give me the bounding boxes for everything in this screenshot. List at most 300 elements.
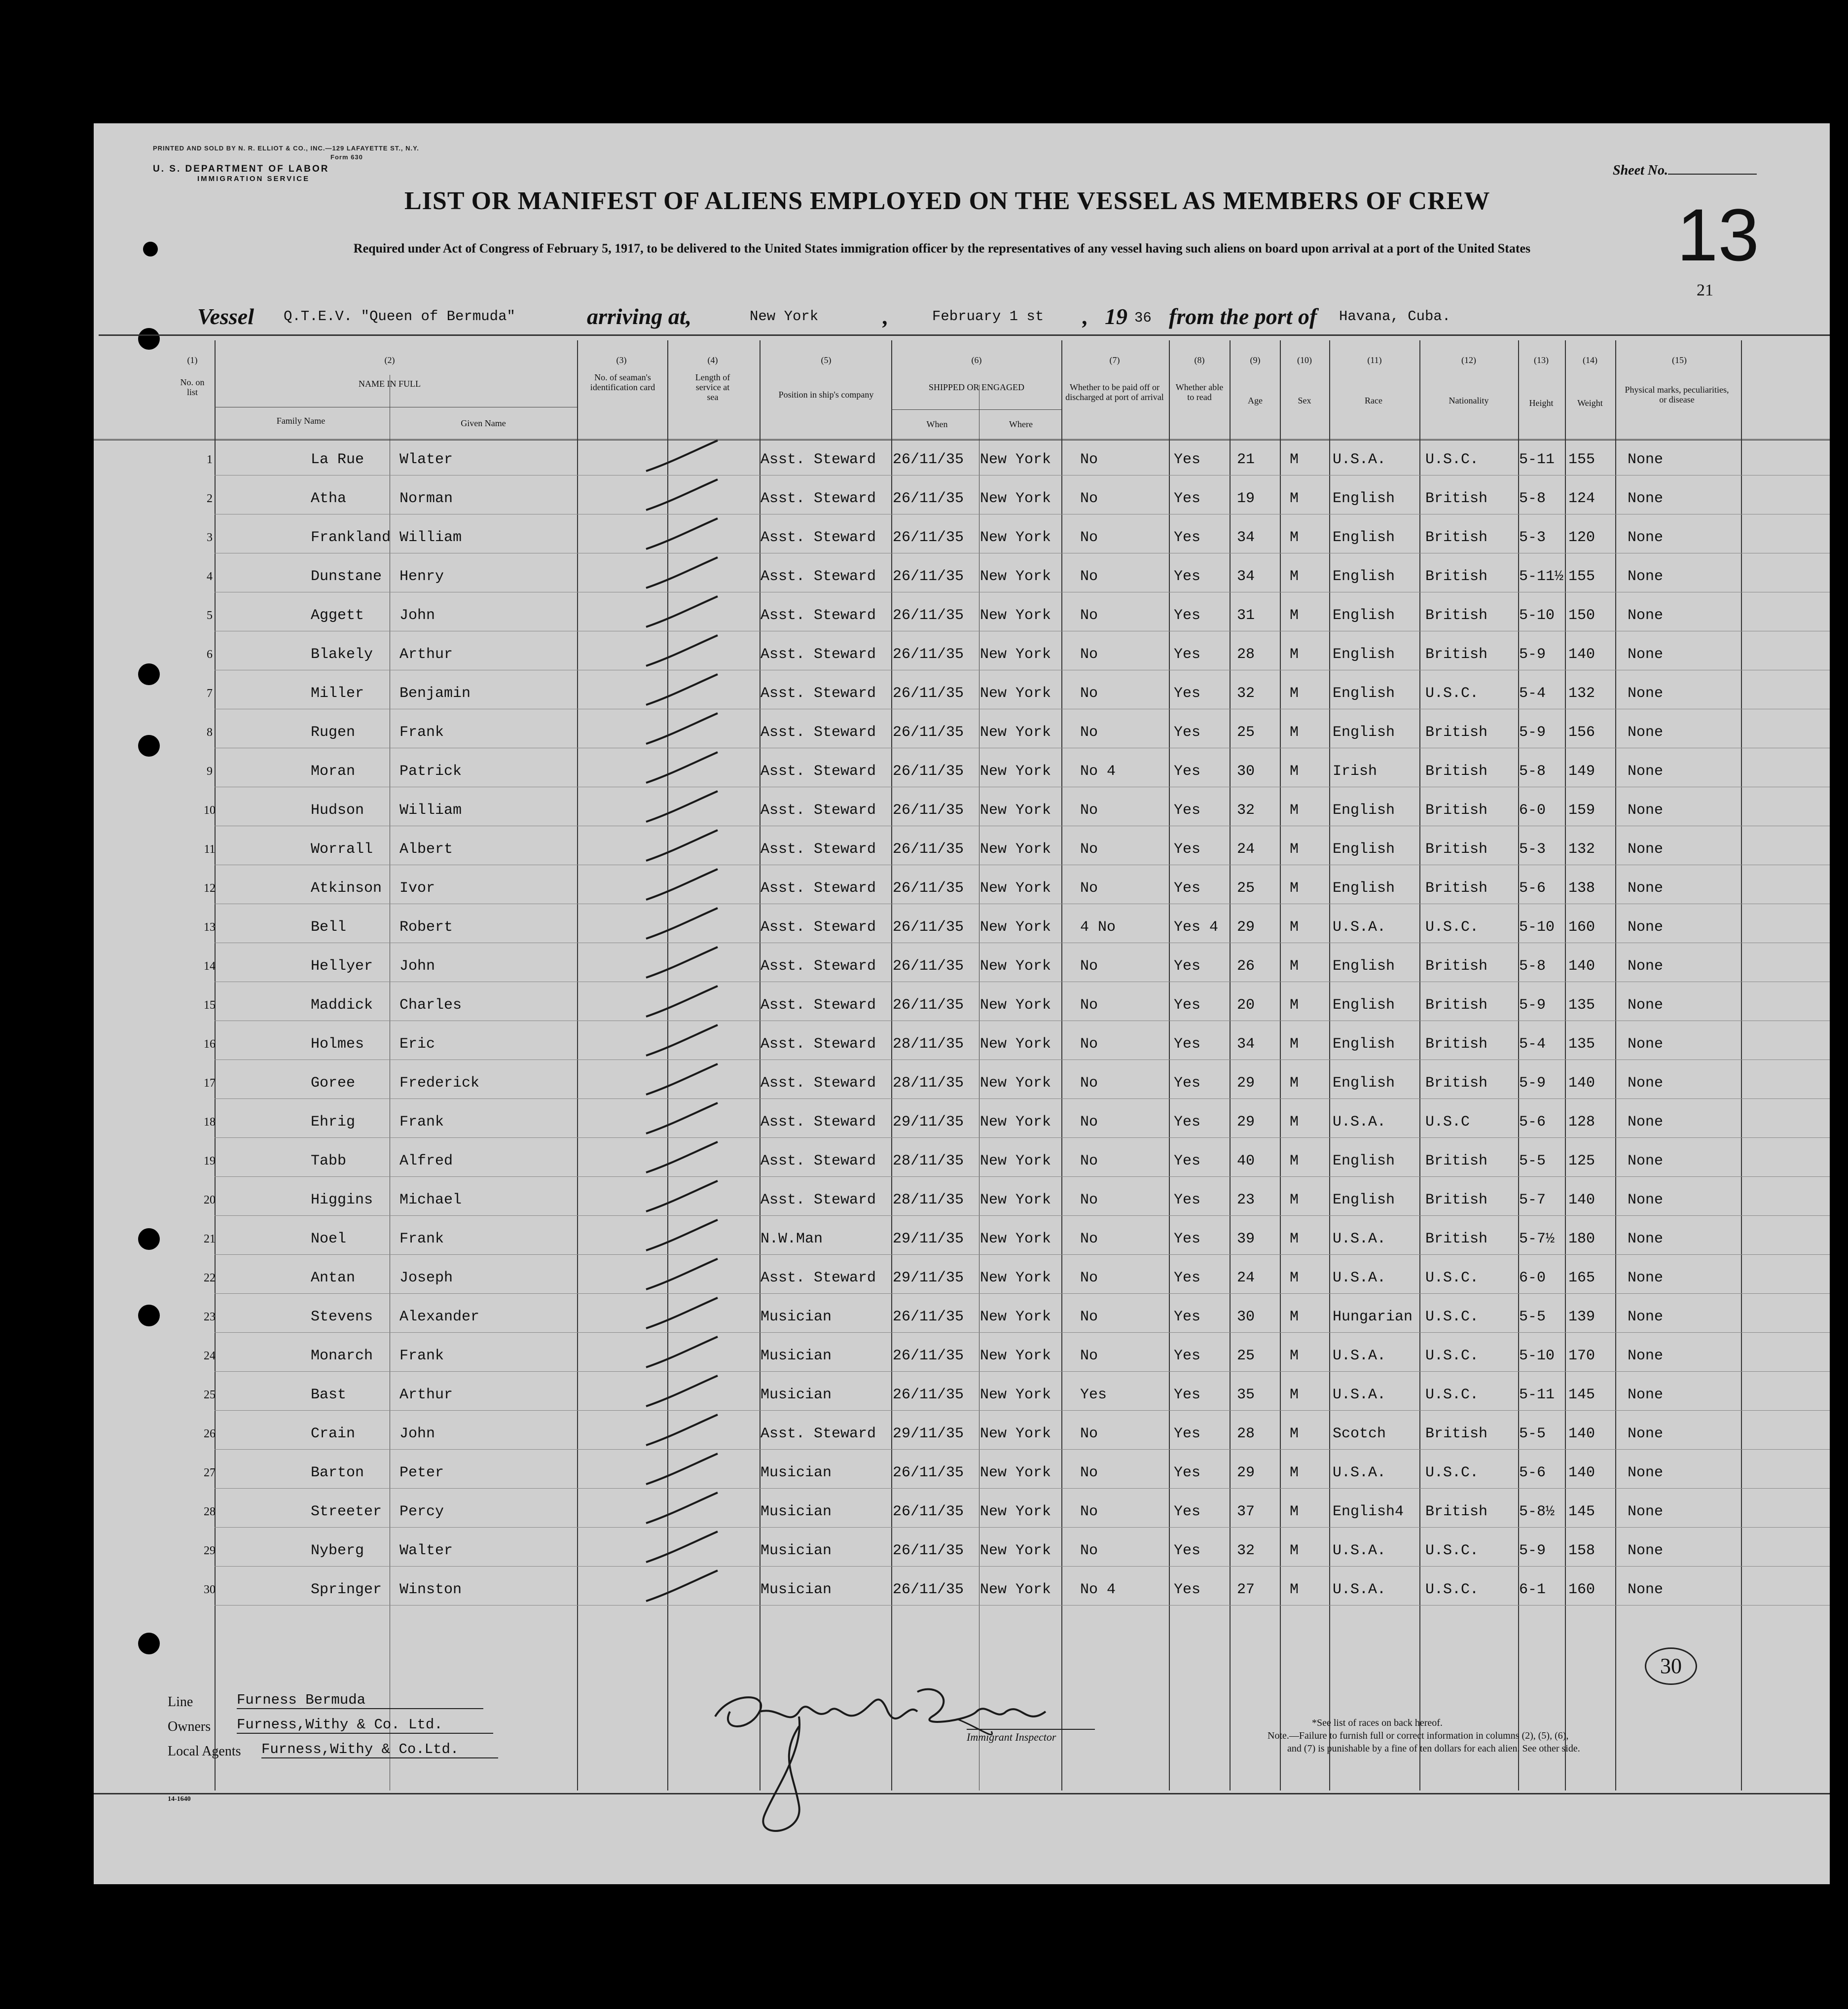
id-card-check-mark — [644, 1021, 723, 1060]
paid-off-cell: Yes — [1080, 1387, 1107, 1403]
race-cell: English — [1333, 958, 1395, 975]
when-cell: 26/11/35 — [893, 1387, 964, 1403]
paid-off-cell: No — [1080, 1036, 1098, 1053]
able-read-cell: Yes — [1174, 763, 1201, 780]
id-card-check-mark — [644, 1567, 723, 1606]
race-cell: English — [1333, 646, 1395, 663]
sex-cell: M — [1290, 1153, 1299, 1169]
age-cell: 29 — [1237, 1114, 1255, 1131]
physical-marks-cell: None — [1628, 1464, 1664, 1481]
height-cell: 5-5 — [1519, 1309, 1546, 1325]
header-no-on-list: No. on list — [180, 377, 205, 397]
id-card-check-mark — [644, 670, 723, 710]
id-card-check-mark — [644, 437, 723, 476]
family-name-cell: Ehrig — [311, 1114, 356, 1131]
paid-off-cell: No — [1080, 997, 1098, 1014]
family-name-cell: Springer — [311, 1581, 382, 1598]
sheet-number-handwritten: 13 — [1677, 193, 1759, 276]
paid-off-cell: No — [1080, 1231, 1098, 1247]
position-cell: Asst. Steward — [761, 451, 876, 468]
when-cell: 29/11/35 — [893, 1231, 964, 1247]
nationality-cell: British — [1425, 724, 1488, 741]
family-name-cell: Hellyer — [311, 958, 373, 975]
row-rule — [215, 1098, 1830, 1099]
nationality-cell: British — [1425, 1192, 1488, 1208]
row-rule — [215, 1605, 1830, 1606]
sex-cell: M — [1290, 763, 1299, 780]
when-cell: 26/11/35 — [893, 919, 964, 936]
height-cell: 6-1 — [1519, 1581, 1546, 1598]
age-cell: 35 — [1237, 1387, 1255, 1403]
id-card-check-mark — [644, 1099, 723, 1138]
paid-off-cell: No — [1080, 1153, 1098, 1169]
position-cell: Musician — [761, 1387, 832, 1403]
race-cell: English — [1333, 997, 1395, 1014]
family-name-cell: Bast — [311, 1387, 347, 1403]
position-cell: N.W.Man — [761, 1231, 823, 1247]
where-cell: New York — [980, 1036, 1051, 1053]
physical-marks-cell: None — [1628, 841, 1664, 858]
weight-cell: 159 — [1568, 802, 1595, 819]
page-title: LIST OR MANIFEST OF ALIENS EMPLOYED ON THE VESSEL AS MEMBERS OF CREW — [404, 187, 1490, 215]
year-prefix: 19 — [1105, 304, 1127, 329]
family-name-cell: Hudson — [311, 802, 364, 819]
given-name-cell: Joseph — [399, 1270, 453, 1286]
row-number: 5 — [207, 609, 213, 622]
height-cell: 5-9 — [1519, 997, 1546, 1014]
row-number: 24 — [204, 1350, 216, 1362]
where-cell: New York — [980, 1425, 1051, 1442]
given-name-cell: John — [399, 958, 435, 975]
when-cell: 26/11/35 — [893, 1542, 964, 1559]
when-cell: 26/11/35 — [893, 1464, 964, 1481]
weight-cell: 128 — [1568, 1114, 1595, 1131]
when-cell: 26/11/35 — [893, 646, 964, 663]
age-cell: 30 — [1237, 763, 1255, 780]
able-read-cell: Yes — [1174, 1231, 1201, 1247]
where-cell: New York — [980, 1348, 1051, 1364]
id-card-check-mark — [644, 475, 723, 515]
sex-cell: M — [1290, 1036, 1299, 1053]
line-label: Line — [168, 1694, 193, 1710]
from-port-label: from the port of — [1169, 304, 1317, 329]
age-cell: 30 — [1237, 1309, 1255, 1325]
header-shipped-engaged: SHIPPED OR ENGAGED — [928, 382, 1024, 392]
id-card-check-mark — [644, 514, 723, 554]
sex-cell: M — [1290, 841, 1299, 858]
height-cell: 5-11 — [1519, 451, 1555, 468]
paid-off-cell: 4 No — [1080, 919, 1116, 936]
weight-cell: 155 — [1568, 568, 1595, 585]
when-cell: 26/11/35 — [893, 724, 964, 741]
position-cell: Asst. Steward — [761, 997, 876, 1014]
sex-cell: M — [1290, 568, 1299, 585]
row-number: 4 — [207, 570, 213, 583]
row-number: 26 — [204, 1427, 216, 1440]
age-cell: 19 — [1237, 490, 1255, 507]
nationality-cell: U.S.C — [1425, 1114, 1470, 1131]
header-able-read: Whether able to read — [1175, 382, 1224, 402]
family-name-cell: Monarch — [311, 1348, 373, 1364]
where-cell: New York — [980, 1231, 1051, 1247]
able-read-cell: Yes — [1174, 1036, 1201, 1053]
id-card-check-mark — [644, 709, 723, 749]
paid-off-cell: No — [1080, 1542, 1098, 1559]
row-rule — [215, 1488, 1830, 1489]
position-cell: Asst. Steward — [761, 724, 876, 741]
race-cell: English — [1333, 529, 1395, 546]
position-cell: Asst. Steward — [761, 490, 876, 507]
race-cell: U.S.A. — [1333, 1231, 1386, 1247]
row-number: 8 — [207, 726, 213, 739]
age-cell: 40 — [1237, 1153, 1255, 1169]
where-cell: New York — [980, 1153, 1051, 1169]
height-cell: 5-9 — [1519, 1542, 1546, 1559]
given-name-cell: William — [399, 802, 462, 819]
department-label: U. S. DEPARTMENT OF LABOR IMMIGRATION SERVICE — [153, 164, 329, 183]
race-cell: English — [1333, 685, 1395, 702]
position-cell: Musician — [761, 1542, 832, 1559]
row-number: 17 — [204, 1077, 216, 1090]
able-read-cell: Yes — [1174, 1425, 1201, 1442]
paid-off-cell: No — [1080, 724, 1098, 741]
nationality-cell: British — [1425, 1425, 1488, 1442]
nationality-cell: U.S.C. — [1425, 685, 1479, 702]
family-name-cell: Stevens — [311, 1309, 373, 1325]
vessel-name: Q.T.E.V. "Queen of Bermuda" — [284, 308, 515, 325]
race-cell: English — [1333, 568, 1395, 585]
id-card-check-mark — [644, 1450, 723, 1489]
physical-marks-cell: None — [1628, 451, 1664, 468]
family-name-cell: Tabb — [311, 1153, 347, 1169]
nationality-cell: British — [1425, 841, 1488, 858]
age-cell: 32 — [1237, 1542, 1255, 1559]
age-cell: 34 — [1237, 529, 1255, 546]
row-rule — [215, 1566, 1830, 1567]
where-cell: New York — [980, 763, 1051, 780]
position-cell: Musician — [761, 1464, 832, 1481]
paid-off-cell: No 4 — [1080, 763, 1116, 780]
family-name-cell: Antan — [311, 1270, 356, 1286]
where-cell: New York — [980, 607, 1051, 624]
punch-hole — [143, 242, 158, 256]
row-number: 18 — [204, 1116, 216, 1129]
physical-marks-cell: None — [1628, 646, 1664, 663]
able-read-cell: Yes — [1174, 646, 1201, 663]
height-cell: 5-10 — [1519, 1348, 1555, 1364]
id-card-check-mark — [644, 1216, 723, 1255]
given-name-cell: Charles — [399, 997, 462, 1014]
age-cell: 29 — [1237, 919, 1255, 936]
nationality-cell: British — [1425, 490, 1488, 507]
given-name-cell: Walter — [399, 1542, 453, 1559]
family-name-cell: Noel — [311, 1231, 347, 1247]
where-cell: New York — [980, 451, 1051, 468]
family-name-cell: Frankland — [311, 529, 391, 546]
family-name-cell: Streeter — [311, 1503, 382, 1520]
race-cell: U.S.A. — [1333, 1114, 1386, 1131]
height-cell: 5-5 — [1519, 1425, 1546, 1442]
header-family-name: Family Name — [276, 416, 326, 426]
race-cell: U.S.A. — [1333, 1464, 1386, 1481]
paid-off-cell: No — [1080, 1075, 1098, 1092]
paid-off-cell: No — [1080, 1114, 1098, 1131]
paid-off-cell: No — [1080, 646, 1098, 663]
vessel-underline — [99, 334, 1830, 336]
physical-marks-cell: None — [1628, 763, 1664, 780]
when-cell: 29/11/35 — [893, 1114, 964, 1131]
id-card-check-mark — [644, 1489, 723, 1528]
physical-marks-cell: None — [1628, 958, 1664, 975]
able-read-cell: Yes — [1174, 841, 1201, 858]
row-number: 22 — [204, 1272, 216, 1284]
family-name-cell: Aggett — [311, 607, 364, 624]
when-cell: 26/11/35 — [893, 958, 964, 975]
age-cell: 29 — [1237, 1075, 1255, 1092]
able-read-cell: Yes — [1174, 1153, 1201, 1169]
able-read-cell: Yes — [1174, 490, 1201, 507]
nationality-cell: U.S.C. — [1425, 451, 1479, 468]
weight-cell: 139 — [1568, 1309, 1595, 1325]
position-cell: Asst. Steward — [761, 1192, 876, 1208]
able-read-cell: Yes — [1174, 529, 1201, 546]
nationality-cell: British — [1425, 1075, 1488, 1092]
physical-marks-cell: None — [1628, 880, 1664, 897]
sex-cell: M — [1290, 1348, 1299, 1364]
nationality-cell: British — [1425, 1231, 1488, 1247]
given-name-cell: William — [399, 529, 462, 546]
given-name-cell: Ivor — [399, 880, 435, 897]
physical-marks-cell: None — [1628, 724, 1664, 741]
weight-cell: 135 — [1568, 997, 1595, 1014]
row-number: 10 — [204, 804, 216, 817]
given-name-cell: Wlater — [399, 451, 453, 468]
position-cell: Asst. Steward — [761, 919, 876, 936]
id-card-check-mark — [644, 1177, 723, 1216]
owners-value: Furness,Withy & Co. Ltd. — [237, 1717, 493, 1734]
physical-marks-cell: None — [1628, 685, 1664, 702]
sheet-small-handwritten: 21 — [1697, 281, 1713, 299]
able-read-cell: Yes — [1174, 997, 1201, 1014]
age-cell: 23 — [1237, 1192, 1255, 1208]
agents-label: Local Agents — [168, 1744, 241, 1759]
id-card-check-mark — [644, 982, 723, 1022]
id-card-check-mark — [644, 787, 723, 827]
able-read-cell: Yes — [1174, 1387, 1201, 1403]
row-rule — [215, 1332, 1830, 1333]
manifest-sheet: PRINTED AND SOLD BY N. R. ELLIOT & CO., INC.—129 LAFAYETTE ST., N.Y. Form 630 U. S. DEPARTMENT OF LABOR IMMIGRATION SERVICE Sheet No. LIST OR MANIFEST OF ALIENS EMPLOYED ON THE VESSEL AS MEMBERS OF CREW Required under Act of Congress of February 5, 1917, to be delivered to the United States immigration officer by the representatives of any vessel having such aliens on board upon arrival at a port of the United States 13 21 Vessel Q.T.E.V. "Queen of Bermuda" arriving at, New York , February 1 st , 19 36 from the port of Havana, Cuba. (1) No. on list (2) NAME IN FULL Family Name Given Name (3) No. of seaman's identification card (4) Length of service at sea (5) Position in ship's company (6) SHIPPED OR ENGAGED When Where (7) Whether to be paid off or discharged at port of arrival (8) Whether able to read (9) Age (10) Sex (11) Race (12) Nationality (13) Height (14) Weight (15) Physical marks, peculiarities, or disease 1 La Rue Wlater Asst. Steward 26/11/35 New York No Yes 21 M U.S.A. U.S.C. 5-11 155 None 2 Atha Norman Asst. Steward 26/11/35 New York No Yes 19 M English British 5-8 124 None 3 Frankland William Asst. Steward 26/11/35 New York No Yes 34 M English British 5-3 120 None 4 Dunstane Henry Asst. Steward 26/11/35 New York No Yes 34 M English British 5-11½ 155 None 5 Aggett John Asst. Steward 26/11/35 New York No Yes 31 M English British 5-10 150 None 6 Blakely Arthur Asst. Steward 26/11/35 New York No Yes 28 M English British 5-9 140 None 7 Miller Benjamin Asst. Steward 26/11/35 New York No Yes 32 M English U.S.C. 5-4 132 None 8 Rugen Frank Asst. Steward 26/11/35 New York No Yes 25 M English British 5-9 156 None 9 Moran Patrick Asst. Steward 26/11/35 New York No 4 Yes 30 M Irish British 5-8 149 None 10 Hudson William Asst. Steward 26/11/35 New York No Yes 32 M English British 6-0 159 None 11 Worrall Albert Asst. Steward 26/11/35 New York No Yes 24 M English British 5-3 132 None 12 Atkinson Ivor Asst. Steward 26/11/35 New York No Yes 25 M English British 5-6 138 None 13 Bell Robert Asst. Steward 26/11/35 New York 4 No Yes 4 29 M U.S.A. U.S.C. 5-10 160 None 14 Hellyer John Asst. Steward 26/11/35 New York No Yes 26 M English British 5-8 140 None 15 Maddick Charles Asst. Steward 26/11/35 New York No Yes 20 M English British 5-9 135 None 16 Holmes Eric Asst. Steward 28/11/35 New York No Yes 34 M English British 5-4 135 None 17 Goree Frederick Asst. Steward 28/11/35 New York No Yes 29 M English British 5-9 140 None 18 Ehrig Frank Asst. Steward 29/11/35 New York No Yes 29 M U.S.A. U.S.C 5-6 128 None 19 Tabb Alfred Asst. Steward 28/11/35 New York No Yes 40 M English British 5-5 125 None 20 Higgins Michael Asst. Steward 28/11/35 New York No Yes 23 M English British 5-7 140 None 21 Noel Frank N.W.Man 29/11/35 New York No Yes 39 M U.S.A. British 5-7½ 180 None 22 Antan Joseph Asst. Steward 29/11/35 New York No Yes 24 M U.S.A. U.S.C. 6-0 165 None 23 Stevens Alexander Musician 26/11/35 New York No Yes 30 M Hungarian U.S.C. 5-5 139 None 24 Monarch Frank Musician 26/11/35 New York No Yes 25 M U.S.A. U.S.C. 5-10 170 None 25 Bast Arthur Musician 26/11/35 New York Yes Yes 35 M U.S.A. U.S.C. 5-11 145 None 26 Crain John Asst. Steward 29/11/35 New York No Yes 28 M Scotch British 5-5 140 None 27 Barton Peter Musician 26/11/35 New York No Yes 29 M U.S.A. U.S.C. 5-6 140 None 28 Streeter Percy Musician 26/11/35 New York No Yes 37 M English4 British 5-8½ 145 None 29 Nyberg Walter Musician 26/11/35 New York No Yes 32 M U.S.A. U.S.C. 5-9 158 None 30 Springer Winston Musician 26/11/35 New York No 4 Yes 27 M U.S.A. U.S.C. 6-1 160 None 30 Line Furness Bermuda Owners Furness,Withy & Co. Ltd. Local Agents Furness,Withy & Co.Ltd. 14-1640 Immigrant Inspector *See list of races on back hereof. Note.—Failure to furnish full or correct information in columns (2), (5), (6), and (7) is punishable by a fine of ten dollars for each alien. See other side. — [94, 123, 1830, 1884]
position-cell: Asst. Steward — [761, 1114, 876, 1131]
race-cell: English — [1333, 802, 1395, 819]
weight-cell: 120 — [1568, 529, 1595, 546]
height-cell: 5-6 — [1519, 1114, 1546, 1131]
age-cell: 32 — [1237, 685, 1255, 702]
height-cell: 5-9 — [1519, 646, 1546, 663]
physical-marks-cell: None — [1628, 1036, 1664, 1053]
id-card-check-mark — [644, 1138, 723, 1177]
position-cell: Asst. Steward — [761, 958, 876, 975]
sex-cell: M — [1290, 919, 1299, 936]
sex-cell: M — [1290, 802, 1299, 819]
family-name-cell: Crain — [311, 1425, 356, 1442]
id-card-check-mark — [644, 943, 723, 983]
line-value: Furness Bermuda — [237, 1692, 483, 1709]
race-cell: Irish — [1333, 763, 1377, 780]
when-cell: 26/11/35 — [893, 490, 964, 507]
row-rule — [215, 1527, 1830, 1528]
vessel-label: Vessel — [197, 304, 254, 329]
age-cell: 25 — [1237, 880, 1255, 897]
given-name-cell: John — [399, 1425, 435, 1442]
when-cell: 28/11/35 — [893, 1075, 964, 1092]
where-cell: New York — [980, 529, 1051, 546]
when-cell: 26/11/35 — [893, 1503, 964, 1520]
family-name-cell: Blakely — [311, 646, 373, 663]
nationality-cell: British — [1425, 607, 1488, 624]
nationality-cell: British — [1425, 958, 1488, 975]
nationality-cell: U.S.C. — [1425, 1387, 1479, 1403]
row-number: 12 — [204, 882, 216, 895]
where-cell: New York — [980, 568, 1051, 585]
row-number: 28 — [204, 1505, 216, 1518]
weight-cell: 145 — [1568, 1503, 1595, 1520]
given-name-cell: Frank — [399, 1114, 444, 1131]
header-when: When — [926, 419, 948, 429]
id-card-check-mark — [644, 592, 723, 632]
family-name-cell: Holmes — [311, 1036, 364, 1053]
height-cell: 5-11½ — [1519, 568, 1564, 585]
header-physical-marks: Physical marks, peculiarities, or disease — [1625, 385, 1729, 404]
id-card-check-mark — [644, 826, 723, 866]
nationality-cell: U.S.C. — [1425, 1542, 1479, 1559]
header-weight: Weight — [1577, 398, 1603, 408]
paid-off-cell: No — [1080, 1270, 1098, 1286]
height-cell: 5-3 — [1519, 841, 1546, 858]
sex-cell: M — [1290, 880, 1299, 897]
family-name-cell: Worrall — [311, 841, 373, 858]
weight-cell: 170 — [1568, 1348, 1595, 1364]
paid-off-cell: No — [1080, 958, 1098, 975]
sex-cell: M — [1290, 997, 1299, 1014]
row-rule — [215, 1371, 1830, 1372]
footer-note: *See list of races on back hereof. Note.—Failure to furnish full or correct information in columns (2), (5), (6), and (7) is punishable by a fine of ten dollars for each alien. See other side. — [1268, 1717, 1580, 1754]
paid-off-cell: No — [1080, 529, 1098, 546]
given-name-cell: Henry — [399, 568, 444, 585]
position-cell: Asst. Steward — [761, 1036, 876, 1053]
race-cell: English — [1333, 1192, 1395, 1208]
position-cell: Asst. Steward — [761, 685, 876, 702]
id-card-check-mark — [644, 1333, 723, 1372]
race-cell: U.S.A. — [1333, 451, 1386, 468]
weight-cell: 135 — [1568, 1036, 1595, 1053]
where-cell: New York — [980, 1542, 1051, 1559]
family-name-cell: Miller — [311, 685, 364, 702]
inspector-signature — [700, 1672, 1095, 1850]
header-sex: Sex — [1298, 396, 1311, 405]
weight-cell: 132 — [1568, 685, 1595, 702]
weight-cell: 145 — [1568, 1387, 1595, 1403]
sex-cell: M — [1290, 1542, 1299, 1559]
sex-cell: M — [1290, 1309, 1299, 1325]
height-cell: 5-6 — [1519, 1464, 1546, 1481]
height-cell: 5-7½ — [1519, 1231, 1555, 1247]
family-name-cell: Atkinson — [311, 880, 382, 897]
where-cell: New York — [980, 841, 1051, 858]
nationality-cell: British — [1425, 997, 1488, 1014]
weight-cell: 160 — [1568, 1581, 1595, 1598]
when-cell: 26/11/35 — [893, 1348, 964, 1364]
where-cell: New York — [980, 1503, 1051, 1520]
family-name-cell: Rugen — [311, 724, 356, 741]
where-cell: New York — [980, 1114, 1051, 1131]
given-name-cell: Michael — [399, 1192, 462, 1208]
height-cell: 6-0 — [1519, 802, 1546, 819]
physical-marks-cell: None — [1628, 1542, 1664, 1559]
age-cell: 27 — [1237, 1581, 1255, 1598]
when-cell: 26/11/35 — [893, 1581, 964, 1598]
height-cell: 5-3 — [1519, 529, 1546, 546]
where-cell: New York — [980, 997, 1051, 1014]
height-cell: 5-8 — [1519, 763, 1546, 780]
given-name-cell: Frank — [399, 724, 444, 741]
where-cell: New York — [980, 958, 1051, 975]
age-cell: 20 — [1237, 997, 1255, 1014]
when-cell: 26/11/35 — [893, 802, 964, 819]
row-number: 3 — [207, 531, 213, 544]
total-count-circled: 30 — [1645, 1647, 1697, 1685]
header-paid-off: Whether to be paid off or discharged at port of arrival — [1065, 382, 1164, 402]
from-port: Havana, Cuba. — [1339, 308, 1451, 325]
physical-marks-cell: None — [1628, 1192, 1664, 1208]
family-name-cell: La Rue — [311, 451, 364, 468]
position-cell: Musician — [761, 1348, 832, 1364]
row-number: 29 — [204, 1544, 216, 1557]
physical-marks-cell: None — [1628, 1270, 1664, 1286]
header-position: Position in ship's company — [778, 390, 874, 400]
where-cell: New York — [980, 1464, 1051, 1481]
given-name-cell: Alexander — [399, 1309, 480, 1325]
race-cell: U.S.A. — [1333, 1387, 1386, 1403]
family-name-cell: Nyberg — [311, 1542, 364, 1559]
able-read-cell: Yes — [1174, 1542, 1201, 1559]
header-nationality: Nationality — [1449, 396, 1489, 405]
header-name-in-full: NAME IN FULL — [359, 379, 421, 389]
row-number: 7 — [207, 687, 213, 700]
race-cell: U.S.A. — [1333, 1542, 1386, 1559]
nationality-cell: U.S.C. — [1425, 919, 1479, 936]
race-cell: English — [1333, 1153, 1395, 1169]
race-cell: English — [1333, 841, 1395, 858]
nationality-cell: British — [1425, 880, 1488, 897]
position-cell: Asst. Steward — [761, 607, 876, 624]
arriving-port: New York — [750, 308, 819, 325]
when-cell: 26/11/35 — [893, 529, 964, 546]
where-cell: New York — [980, 1387, 1051, 1403]
id-card-check-mark — [644, 1060, 723, 1099]
position-cell: Asst. Steward — [761, 646, 876, 663]
id-card-check-mark — [644, 1411, 723, 1450]
row-rule — [215, 1449, 1830, 1450]
able-read-cell: Yes — [1174, 1348, 1201, 1364]
where-cell: New York — [980, 646, 1051, 663]
weight-cell: 165 — [1568, 1270, 1595, 1286]
header-race: Race — [1365, 396, 1382, 405]
age-cell: 37 — [1237, 1503, 1255, 1520]
when-cell: 28/11/35 — [893, 1036, 964, 1053]
race-cell: English — [1333, 607, 1395, 624]
height-cell: 5-9 — [1519, 724, 1546, 741]
sex-cell: M — [1290, 1503, 1299, 1520]
